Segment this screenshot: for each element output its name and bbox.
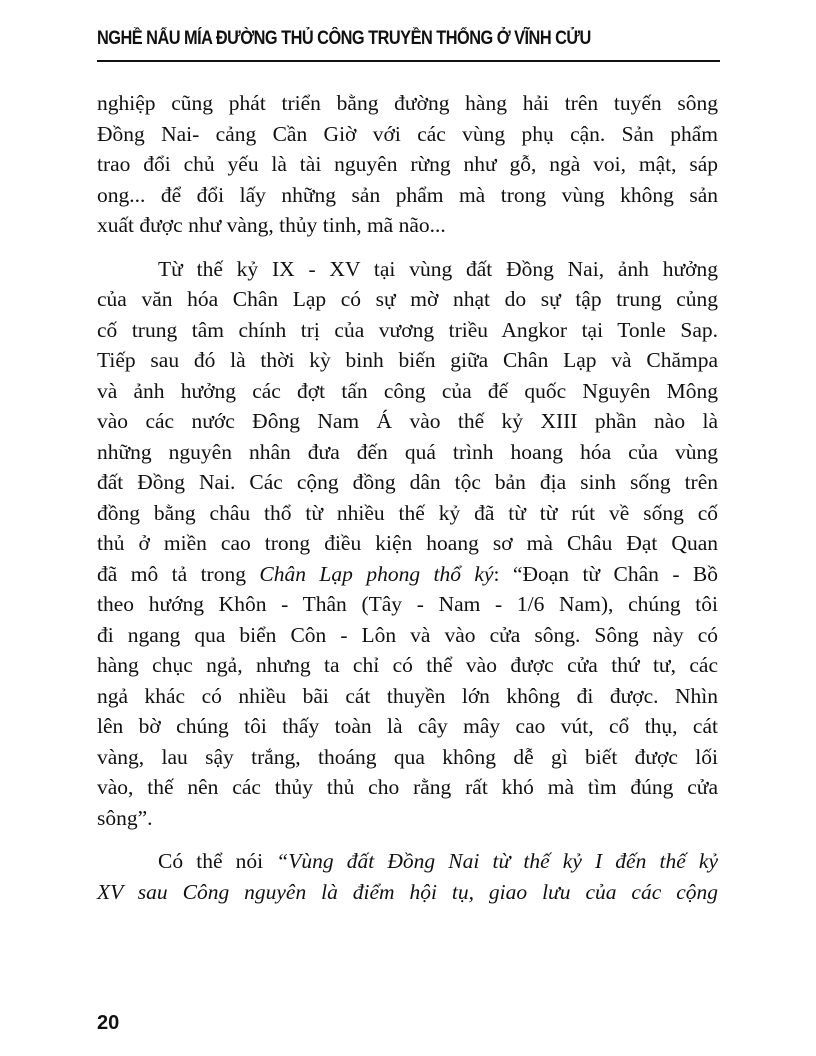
text-line [97, 210, 718, 241]
text-segment: xuất được như vàng, thủy tinh, mã não... [97, 213, 446, 237]
text-segment: hàng chục ngả, nhưng ta chỉ có thể vào được cửa thứ tư, các [97, 653, 718, 677]
paragraph [97, 254, 718, 834]
text-segment: vàng, lau sậy trắng, thoáng qua không dễ gì biết được lối [97, 744, 718, 769]
text-line [97, 589, 718, 620]
text-segment: đi ngang qua biển Côn - Lôn và vào cửa sông. Sông này có [97, 622, 718, 647]
italic-text: “Vùng đất Đồng Nai từ thế kỷ I đến thế kỷ [276, 849, 718, 873]
running-header [97, 24, 720, 62]
italic-text: XV sau Công nguyên là điểm hội tụ, giao lưu của các cộng [97, 879, 718, 904]
text-line [97, 180, 718, 211]
text-segment: : “Đoạn từ Chân - Bồ [493, 561, 719, 586]
text-segment: Đồng Nai- cảng Cần Giờ với các vùng phụ cận. Sản phẩm [97, 121, 718, 146]
text-segment: đồng bằng châu thổ từ nhiều thế kỷ đã từ từ rút về sống cố [97, 500, 718, 525]
text-line [97, 119, 718, 150]
paragraph [97, 88, 718, 241]
text-line [97, 284, 718, 315]
text-segment: lên bờ chúng tôi thấy toàn là cây mây cao vút, cổ thụ, cát [97, 714, 718, 738]
text-segment: vào, thế nên các thủy thủ cho rằng rất khó mà tìm đúng cửa [97, 775, 718, 799]
text-line [97, 498, 718, 529]
text-line [97, 345, 718, 376]
text-line [97, 376, 718, 407]
text-segment: vào các nước Đông Nam Á vào thế kỷ XIII phần nào là [97, 409, 718, 433]
text-segment: đất Đồng Nai. Các cộng đồng dân tộc bản địa sinh sống trên [97, 470, 718, 494]
text-segment: sông”. [97, 805, 153, 830]
text-line [97, 711, 718, 742]
text-line [97, 803, 718, 834]
text-segment: Có thể nói [158, 849, 277, 873]
text-line [97, 149, 718, 180]
text-line [97, 772, 718, 803]
page-number: 20 [97, 1012, 120, 1034]
text-segment: những nguyên nhân đưa đến quá trình hoang hóa của vùng [97, 439, 718, 464]
text-line [97, 620, 718, 651]
header-title: NGHỀ NẤU MÍA ĐƯỜNG THỦ CÔNG TRUYỀN THỐNG Ở VĨNH CỬU [97, 28, 591, 49]
body-text [97, 88, 718, 920]
text-segment: trao đổi chủ yếu là tài nguyên rừng như gỗ, ngà voi, mật, sáp [97, 152, 718, 176]
text-line [97, 846, 718, 877]
text-segment: nghiệp cũng phát triển bằng đường hàng hải trên tuyến sông [97, 91, 718, 115]
text-line [97, 437, 718, 468]
text-segment: Từ thế kỷ IX - XV tại vùng đất Đồng Nai, ảnh hưởng [158, 256, 718, 281]
text-segment: theo hướng Khôn - Thân (Tây - Nam - 1/6 Nam), chúng tôi [97, 592, 718, 616]
paragraph [97, 846, 718, 907]
text-segment: của văn hóa Chân Lạp có sự mờ nhạt do sự tập trung củng [97, 287, 718, 311]
text-segment: ngả khác có nhiều bãi cát thuyền lớn không đi được. Nhìn [97, 683, 718, 708]
text-line [97, 681, 718, 712]
text-line [97, 742, 718, 773]
text-segment: và ảnh hưởng các đợt tấn công của đế quốc Nguyên Mông [97, 378, 718, 403]
text-line [97, 877, 718, 908]
text-line [97, 650, 718, 681]
text-segment: đã mô tả trong [97, 561, 260, 586]
text-line [97, 254, 718, 285]
text-segment: cố trung tâm chính trị của vương triều Angkor tại Tonle Sap. [97, 317, 718, 342]
text-line [97, 528, 718, 559]
text-line [97, 315, 718, 346]
text-line [97, 559, 718, 590]
text-segment: thủ ở miền cao trong điều kiện hoang sơ mà Châu Đạt Quan [97, 531, 718, 555]
text-line [97, 88, 718, 119]
text-segment: Tiếp sau đó là thời kỳ binh biến giữa Chân Lạp và Chămpa [97, 348, 718, 372]
italic-text: Chân Lạp phong thổ ký [259, 561, 494, 586]
text-segment: ong... để đổi lấy những sản phẩm mà trong vùng không sản [97, 182, 718, 207]
text-line [97, 467, 718, 498]
text-line [97, 406, 718, 437]
